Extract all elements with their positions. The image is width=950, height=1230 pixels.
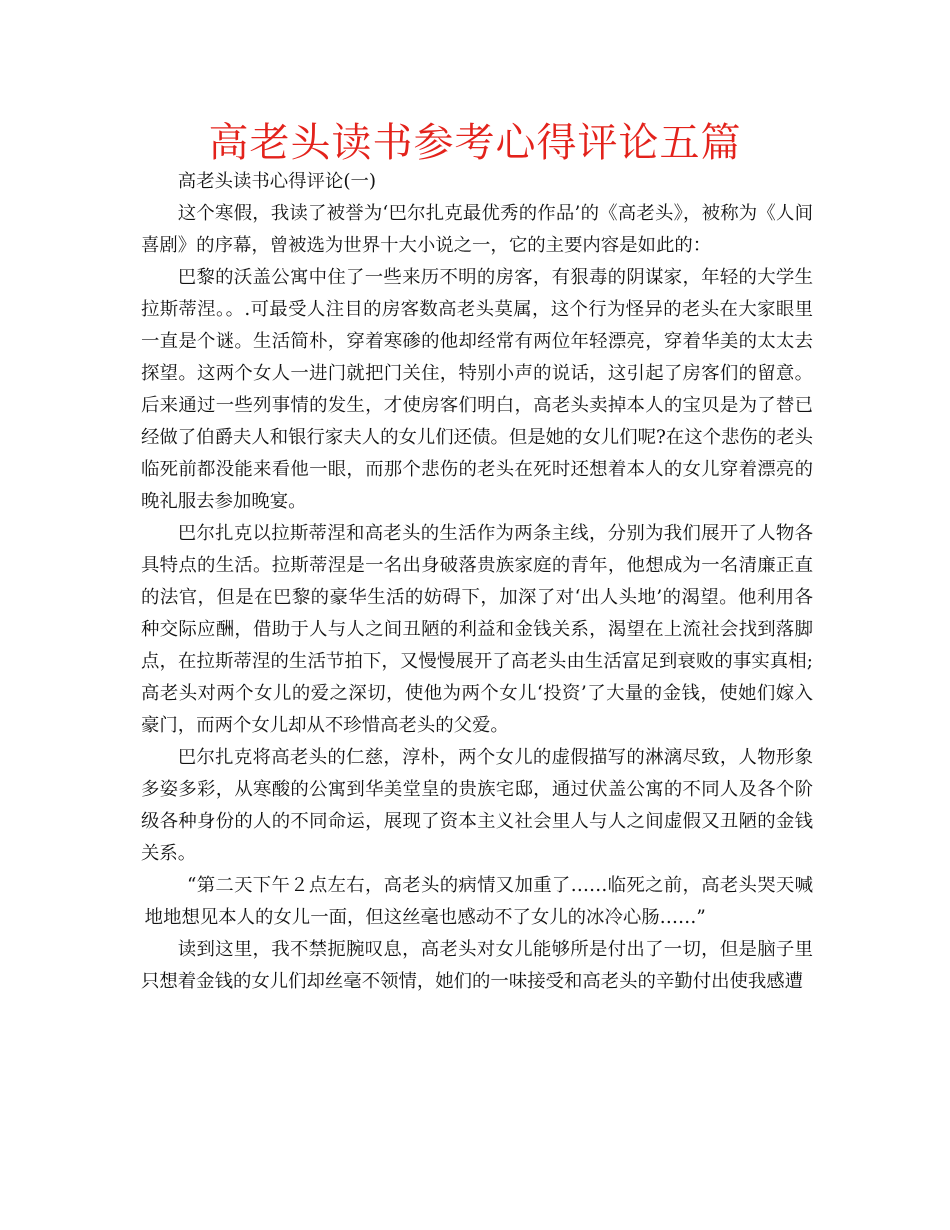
paragraph-analysis: 巴尔扎克以拉斯蒂涅和高老头的生活作为两条主线，分别为我们展开了人物各具特点的生活。拉斯蒂涅是一名出身破落贵族家庭的青年，他想成为一名清廉正直的法官，但是在巴黎的豪华生活的妨碍下，加深了对‘出人头地’的渴望。他利用各种交际应酬，借助于人与人之间丑陋的利益和金钱关系，渴望在上流社会找到落脚点，在拉斯蒂涅的生活节拍下，又慢慢展开了高老头由生活富足到衰败的事实真相;高老头对两个女儿的爱之深切，使他为两个女儿‘投资’了大量的金钱，使她们嫁入豪门，而两个女儿却从不珍惜高老头的父爱。 <box>141 523 813 736</box>
quoted-passage: “第二天下午２点左右，高老头的病情又加重了……临死之前，高老头哭天喊地地想见本人的女儿一面，但这丝毫也感动不了女儿的冰冷心肠……” <box>144 875 813 928</box>
section-subheading: 高老头读书心得评论(一) <box>177 171 377 192</box>
paragraph-summary: 巴黎的沃盖公寓中住了一些来历不明的房客，有狠毒的阴谋家，年轻的大学生拉斯蒂涅。。.可最受人注目的房客数高老头莫属，这个行为怪异的老头在大家眼里一直是个谜。生活简朴，穿着寒碜的他却经常有两位年轻漂亮，穿着华美的太太去探望。这两个女人一进门就把门关住，特别小声的说话，这引起了房客们的留意。后来通过一些列事情的发生，才使房客们明白，高老头卖掉本人的宝贝是为了替已经做了伯爵夫人和银行家夫人的女儿们还债。但是她的女儿们呢?在这个悲伤的老头临死前都没能来看他一眼，而那个悲伤的老头在死时还想着本人的女儿穿着漂亮的晚礼服去参加晚宴。 <box>141 267 813 512</box>
paragraph-themes: 巴尔扎克将高老头的仁慈，淳朴，两个女儿的虚假描写的淋漓尽致，人物形象多姿多彩，从寒酸的公寓到华美堂皇的贵族宅邸，通过伏盖公寓的不同人及各个阶级各种身份的人的不同命运，展现了资本主义社会里人与人之间虚假又丑陋的金钱关系。 <box>141 747 813 864</box>
paragraph-intro: 这个寒假，我读了被誉为‘巴尔扎克最优秀的作品’的《高老头》，被称为《人间喜剧》的序幕，曾被选为世界十大小说之一，它的主要内容是如此的： <box>141 203 813 256</box>
paragraph-reflection: 读到这里，我不禁扼腕叹息，高老头对女儿能够所是付出了一切，但是脑子里只想着金钱的女儿们却丝毫不领情，她们的一味接受和高老头的辛勤付出使我感遭 <box>141 939 813 992</box>
document-title: 高老头读书参考心得评论五篇 <box>208 120 742 166</box>
document-body <box>141 166 813 998</box>
